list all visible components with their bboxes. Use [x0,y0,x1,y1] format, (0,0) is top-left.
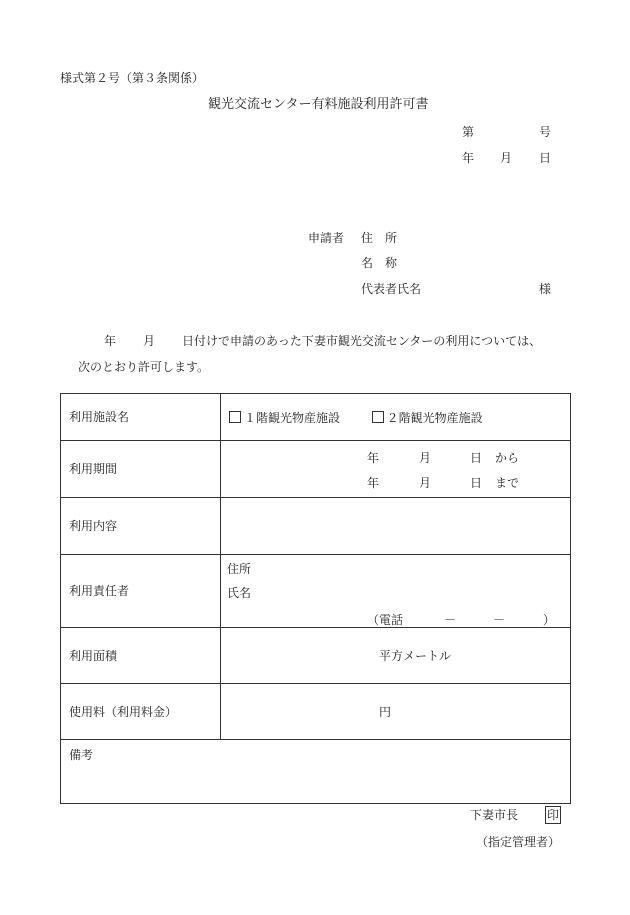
applicant-name-label: 名 称 [361,256,398,270]
phone-open: （電話 [367,613,404,627]
area-value [221,628,571,684]
checkbox-icon[interactable] [229,411,241,423]
date-day: 日 [539,151,552,165]
row-fee [61,684,571,740]
fee-label: 使用料（利用料金） [61,684,221,740]
facility-option1-label: １階観光物産施設 [244,410,341,425]
document-title: 観光交流センター有料施設利用許可書 [208,97,429,112]
row-responsible [61,555,571,628]
responsible-value [221,555,571,628]
facility-option2[interactable] [372,411,483,425]
row-remarks [61,740,571,804]
period-label: 利用期間 [61,441,221,498]
fee-value [221,684,571,740]
period-to-day: 日 [470,476,483,490]
row-facility [61,394,571,441]
area-unit: 平方メートル [379,648,452,663]
row-content [61,498,571,555]
seal-mark [545,806,561,824]
period-from-suffix: から [495,451,520,465]
date-year: 年 [462,151,475,165]
applicant-rep-label: 代表者氏名 [361,282,422,296]
phone-dash1: － [444,613,457,627]
period-from-year: 年 [367,451,380,465]
responsible-name-label: 氏名 [227,586,252,600]
date-month: 月 [500,151,513,165]
body-month: 月 [143,334,156,348]
permit-table [60,393,571,804]
body-line2: 次のとおり許可します。 [78,360,210,374]
facility-value [221,394,571,441]
phone-close: ） [543,613,556,627]
period-to-month: 月 [419,476,432,490]
number-go: 号 [539,125,552,139]
responsible-label: 利用責任者 [61,555,221,628]
remarks-cell [61,740,571,804]
designated-manager: （指定管理者） [476,835,561,849]
checkbox-icon[interactable] [372,411,384,423]
mayor-label: 下妻市長 [470,808,519,822]
seal-stamp-box: 印 [547,808,560,822]
row-period [61,441,571,498]
period-from-month: 月 [419,451,432,465]
fee-unit: 円 [379,704,392,719]
period-to-year: 年 [367,476,380,490]
body-year: 年 [104,334,117,348]
content-value[interactable] [221,498,571,555]
responsible-address-label: 住所 [227,562,252,576]
period-value [221,441,571,498]
applicant-label: 申請者 [308,231,345,245]
applicant-address-label: 住 所 [361,231,398,245]
facility-label: 利用施設名 [61,394,221,441]
period-from-day: 日 [470,451,483,465]
number-dai: 第 [462,125,475,139]
content-label: 利用内容 [61,498,221,555]
period-to-suffix: まで [495,476,520,490]
row-area [61,628,571,684]
phone-dash2: － [493,613,506,627]
body-line1-rest: 日付けで申請のあった下妻市観光交流センターの利用については、 [182,334,542,348]
facility-option2-label: ２階観光物産施設 [386,410,483,425]
area-label: 利用面積 [61,628,221,684]
facility-option1[interactable] [229,411,340,425]
form-number: 様式第２号（第３条関係） [60,71,205,85]
remarks-label: 備考 [69,748,94,762]
honorific-sama: 様 [539,282,552,296]
